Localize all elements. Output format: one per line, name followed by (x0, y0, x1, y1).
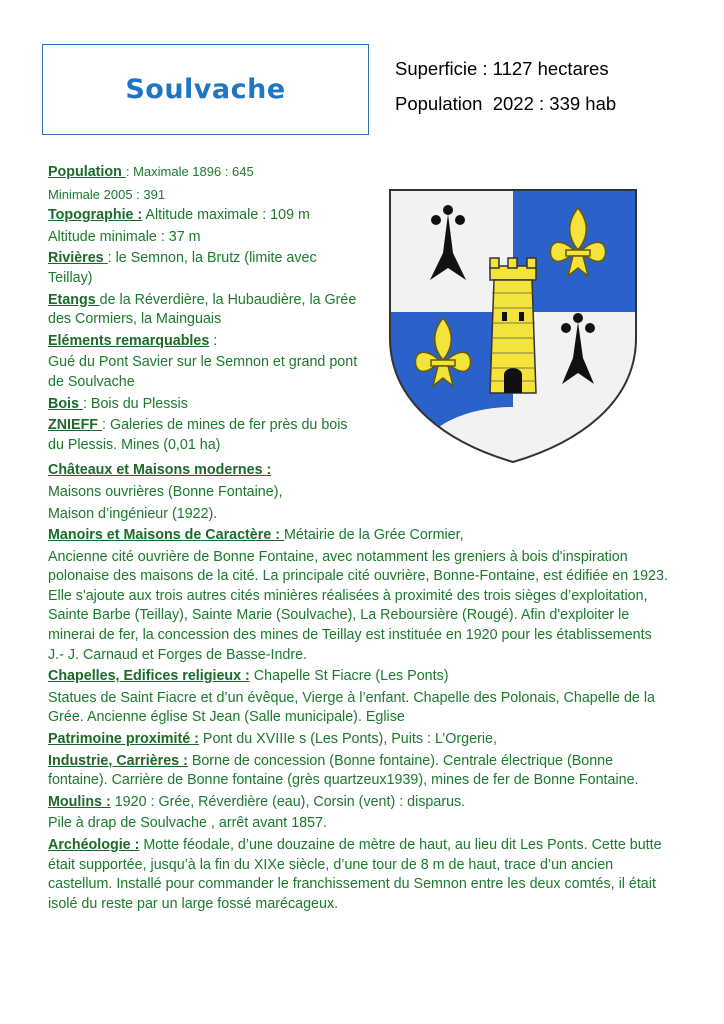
moulins-text: 1920 : Grée, Réverdière (eau), Corsin (vent) : disparus. (110, 793, 466, 810)
moulins-line2: Pile à drap de Soulvache , arrêt avant 1857. (48, 815, 327, 832)
moulins-label: Moulins : (48, 793, 111, 810)
industrie-text: Borne de concession (Bonne fontaine). Centrale électrique (Bonne fontaine). Carrière de Bonne fontaine (grès quartzeux1939), mines de fer de Bonne Fontaine. (48, 752, 639, 789)
industrie-section (48, 752, 670, 791)
archeologie-label: Archéologie : (48, 837, 140, 853)
znieff-label: ZNIEFF (48, 417, 103, 434)
topographie-min: Altitude minimale : 37 m (48, 228, 201, 245)
patrimoine-section (48, 730, 670, 750)
bois-section (48, 395, 363, 415)
topographie-label: Topographie : (48, 207, 143, 224)
key-facts (395, 58, 616, 128)
archeologie-section (48, 836, 670, 914)
rivieres-text: : le Semnon, la Brutz (limite avec Teillay) (48, 250, 317, 286)
chapelles-label: Chapelles, Edifices religieux : (48, 668, 250, 685)
population-min: Minimale 2005 : 391 (48, 186, 166, 202)
manoirs-text: Métairie de la Grée Cormier, (283, 527, 464, 544)
population-text: : Maximale 1896 : 645 (125, 164, 254, 179)
industrie-label: Industrie, Carrières : (48, 752, 188, 769)
etangs-section (48, 291, 363, 330)
topographie-section (48, 206, 363, 226)
population-header-text: Population 2022 : 339 hab (395, 93, 617, 114)
elements-text: Gué du Pont Savier sur le Semnon et grand pont de Soulvache (48, 354, 358, 390)
superficie-text: Superficie : 1127 hectares (395, 58, 609, 79)
population-label: Population (48, 164, 126, 180)
moulins-section (48, 793, 670, 813)
page-title: Soulvache (125, 74, 286, 105)
manoirs-label: Manoirs et Maisons de Caractère : (48, 527, 284, 544)
chapelles-text: Chapelle St Fiacre (Les Ponts) (249, 668, 449, 685)
elements-colon: : (209, 332, 218, 349)
population-section (48, 162, 363, 183)
manoirs-section (48, 526, 670, 546)
patrimoine-label: Patrimoine proximité : (48, 731, 199, 748)
content-body (48, 162, 670, 916)
topographie-text: Altitude maximale : 109 m (142, 207, 310, 224)
bois-text: : Bois du Plessis (82, 395, 188, 412)
chateaux-line2: Maison d’ingénieur (1922). (48, 505, 218, 522)
znieff-text: : Galeries de mines de fer près du bois du Plessis. Mines (0,01 ha) (48, 417, 348, 453)
patrimoine-text: Pont du XVIIIe s (Les Ponts), Puits : L’Orgerie, (198, 731, 497, 748)
elements-label: Eléments remarquables (48, 332, 210, 349)
bois-label: Bois (48, 395, 83, 412)
rivieres-section (48, 249, 363, 288)
etangs-label: Etangs (48, 291, 100, 308)
znieff-section (48, 416, 363, 455)
title-box (42, 44, 369, 135)
left-column (48, 162, 363, 524)
elements-section (48, 332, 363, 352)
chapelles-section (48, 667, 670, 687)
etangs-text: de la Réverdière, la Hubaudière, la Grée des Cormiers, la Mainguais (48, 291, 357, 328)
archeologie-text: Motte féodale, d’une douzaine de mètre de haut, au lieu dit Les Ponts. Cette butte était supportée, jusqu’à la fin du XIXe siècle, d’une tour de 8 m de haut, trace d’un ancien castellum. Installé pour commander le franchissement du Semnon entre les deux comtés, il était isolé du reste par un large fossé marécageux. (48, 837, 662, 912)
rivieres-label: Rivières (48, 250, 108, 267)
manoirs-body: Ancienne cité ouvrière de Bonne Fontaine, avec notamment les greniers à bois d'inspiration polonaise des maisons de la cité. La principale cité ouvrière, Bonne-Fontaine, est édifiée en 1923. Elle s'ajoute aux trois autres cités minières réalisées à proximité des trois sièges d’exploitation, Sainte Barbe (Teillay), Sainte Marie (Soulvache), La Reboursière (Rougé). Afin d'exploiter le minerai de fer, la concession des mines de Teillay est instituée en 1920 pour les établissements J.- J. Carnaud et Forges de Basse-Indre. (48, 548, 668, 663)
chateaux-line1: Maisons ouvrières (Bonne Fontaine), (48, 483, 283, 500)
chapelles-body: Statues de Saint Fiacre et d’un évêque, Vierge à l’enfant. Chapelle des Polonais, Chapelle de la Grée. Ancienne église St Jean (Salle municipale). Eglise (48, 689, 655, 726)
chateaux-label: Châteaux et Maisons modernes : (48, 462, 272, 479)
